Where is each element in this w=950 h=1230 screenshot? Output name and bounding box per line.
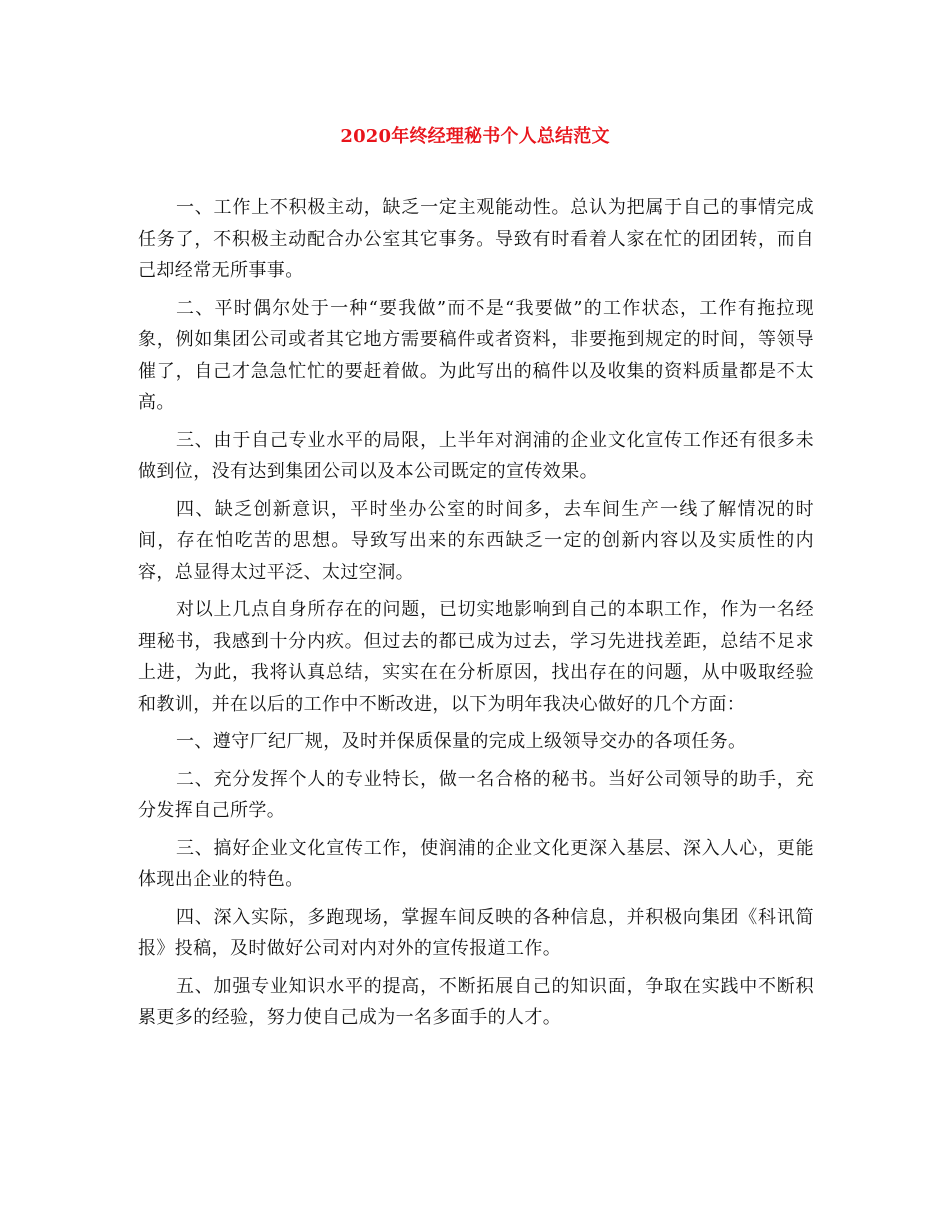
document-body [138, 192, 814, 1040]
paragraph-6: 一、遵守厂纪厂规，及时并保质保量的完成上级领导交办的各项任务。 [176, 731, 747, 752]
paragraph-5: 对以上几点自身所存在的问题，已切实地影响到自己的本职工作，作为一名经理秘书，我感到十分内疚。但过去的都已成为过去，学习先进找差距，总结不足求上进，为此，我将认真总结，实实在在分析原因，找出存在的问题，从中吸取经验和教训，并在以后的工作中不断改进，以下为明年我决心做好的几个方面： [138, 599, 814, 715]
paragraph-7: 二、充分发挥个人的专业特长，做一名合格的秘书。当好公司领导的助手，充分发挥自己所学。 [138, 768, 814, 821]
document-title: 2020年终经理秘书个人总结范文 [340, 126, 610, 147]
paragraph-8: 三、搞好企业文化宣传工作，使润浦的企业文化更深入基层、深入人心，更能体现出企业的特色。 [138, 837, 814, 890]
paragraph-2: 二、平时偶尔处于一种“要我做”而不是“我要做”的工作状态，工作有拖拉现象，例如集团公司或者其它地方需要稿件或者资料，非要拖到规定的时间，等领导催了，自己才急急忙忙的要赶着做。为此写出的稿件以及收集的资料质量都是不太高。 [138, 297, 814, 413]
paragraph-4: 四、缺乏创新意识，平时坐办公室的时间多，去车间生产一线了解情况的时间，存在怕吃苦的思想。导致写出来的东西缺乏一定的创新内容以及实质性的内容，总显得太过平泛、太过空洞。 [138, 498, 814, 583]
paragraph-9: 四、深入实际，多跑现场，掌握车间反映的各种信息，并积极向集团《科讯简报》投稿，及时做好公司对内对外的宣传报道工作。 [138, 906, 814, 959]
paragraph-10: 五、加强专业知识水平的提高，不断拓展自己的知识面，争取在实践中不断积累更多的经验，努力使自己成为一名多面手的人才。 [138, 975, 814, 1028]
paragraph-3: 三、由于自己专业水平的局限，上半年对润浦的企业文化宣传工作还有很多未做到位，没有达到集团公司以及本公司既定的宣传效果。 [138, 429, 814, 482]
paragraph-1: 一、工作上不积极主动，缺乏一定主观能动性。总认为把属于自己的事情完成任务了，不积极主动配合办公室其它事务。导致有时看着人家在忙的团团转，而自己却经常无所事事。 [138, 197, 814, 281]
